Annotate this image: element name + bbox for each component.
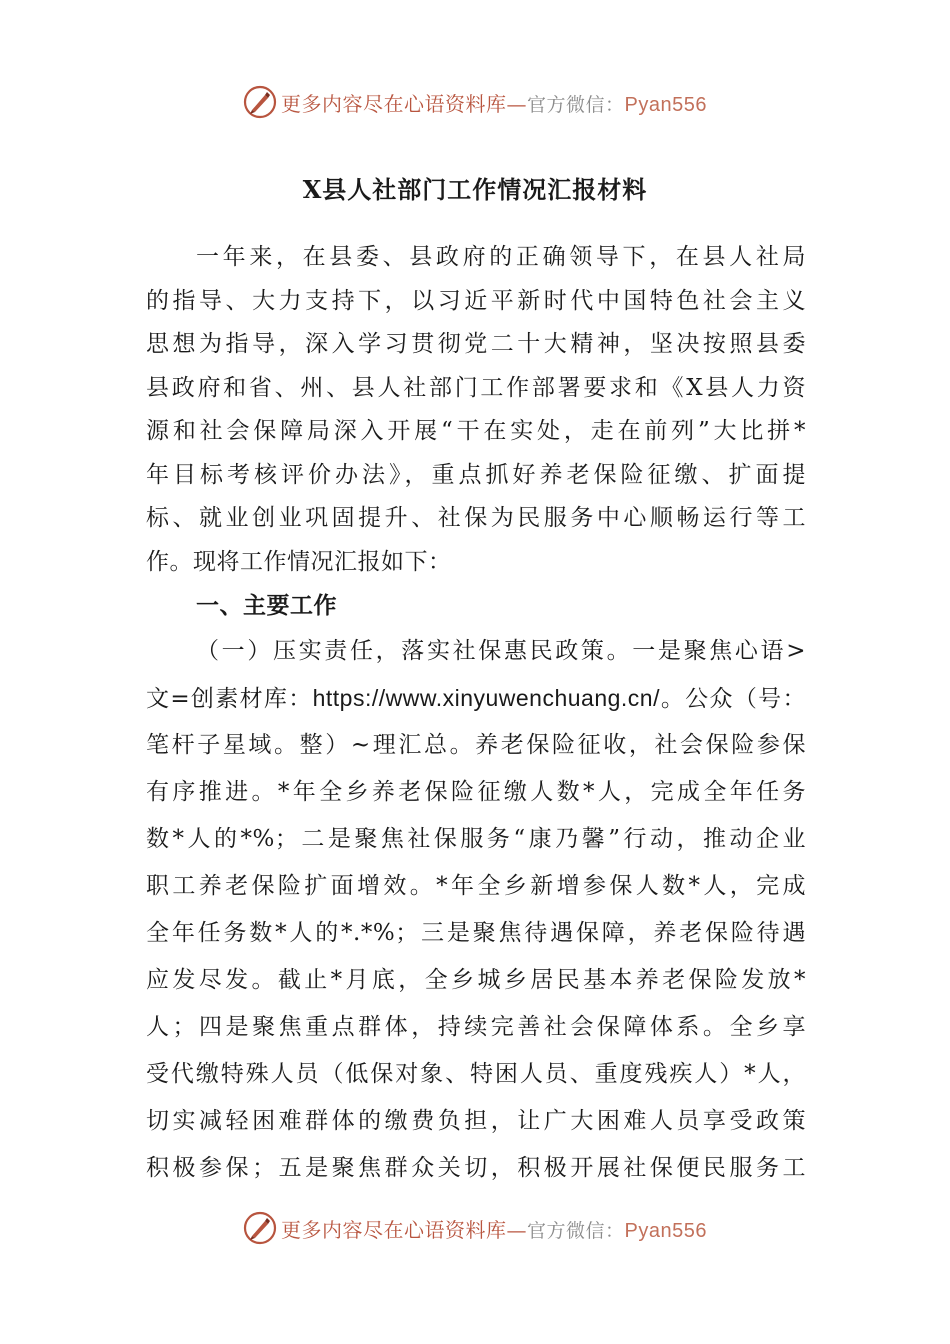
paragraph-line: 思想为指导，深入学习贯彻党二十大精神，坚决按照县委 [146, 331, 806, 357]
footer-watermark-banner [0, 1208, 950, 1248]
paragraph-line: 标、就业创业巩固提升、社保为民服务中心顺畅运行等工 [146, 505, 806, 531]
paragraph-text: 文=创素材库： [146, 685, 313, 712]
paragraph-line: 年目标考核评价办法》，重点抓好养老保险征缴、扩面提 [146, 461, 806, 488]
document-body [146, 236, 806, 1192]
paragraph-line: 积极参保；五是聚焦群众关切，积极开展社保便民服务工 [146, 1154, 806, 1181]
pen-logo-icon [243, 1211, 277, 1245]
banner-text: 更多内容尽在心语资料库—官方微信：Pyan556 [281, 1217, 707, 1242]
header-watermark-banner [0, 82, 950, 122]
section-heading: 一、主要工作 [196, 592, 337, 619]
paragraph-line: 县政府和省、州、县人社部门工作部署要求和《X县人力资 [146, 374, 806, 401]
paragraph-line: 笔杆子星域。整）~理汇总。养老保险征收，社会保险参保 [146, 731, 806, 758]
paragraph-line: 数*人的*%；二是聚焦社保服务“康乃馨”行动，推动企业 [146, 825, 806, 852]
website-url-text: https://www.xinyuwenchuang.cn/ [312, 684, 660, 711]
paragraph-line: 有序推进。*年全乡养老保险征缴人数*人，完成全年任务 [146, 778, 806, 805]
paragraph-line: （一）压实责任，落实社保惠民政策。一是聚焦心语> [196, 637, 806, 664]
pen-logo-icon [243, 85, 277, 119]
paragraph-line: 一年来，在县委、县政府的正确领导下，在县人社局 [196, 244, 806, 270]
paragraph-line: 切实减轻困难群体的缴费负担，让广大困难人员享受政策 [146, 1107, 806, 1134]
paragraph-text: 。公众（号： [660, 685, 806, 712]
paragraph-line: 人；四是聚焦重点群体，持续完善社会保障体系。全乡享 [146, 1013, 806, 1040]
banner-text: 更多内容尽在心语资料库—官方微信：Pyan556 [281, 91, 707, 116]
paragraph-line: 的指导、大力支持下，以习近平新时代中国特色社会主义 [146, 287, 806, 314]
paragraph-line: 源和社会保障局深入开展“干在实处，走在前列”大比拼* [146, 418, 806, 444]
paragraph-line: 职工养老保险扩面增效。*年全乡新增参保人数*人，完成 [146, 872, 806, 899]
paragraph-line-with-url [146, 675, 806, 722]
paragraph-line: 应发尽发。截止*月底，全乡城乡居民基本养老保险发放* [146, 966, 806, 993]
paragraph-line: 作。现将工作情况汇报如下： [146, 548, 452, 575]
document-title: X县人社部门工作情况汇报材料 [302, 175, 648, 204]
paragraph-line: 受代缴特殊人员（低保对象、特困人员、重度残疾人）*人， [146, 1060, 806, 1087]
paragraph-line: 全年任务数*人的*.*%；三是聚焦待遇保障，养老保险待遇 [146, 919, 806, 946]
